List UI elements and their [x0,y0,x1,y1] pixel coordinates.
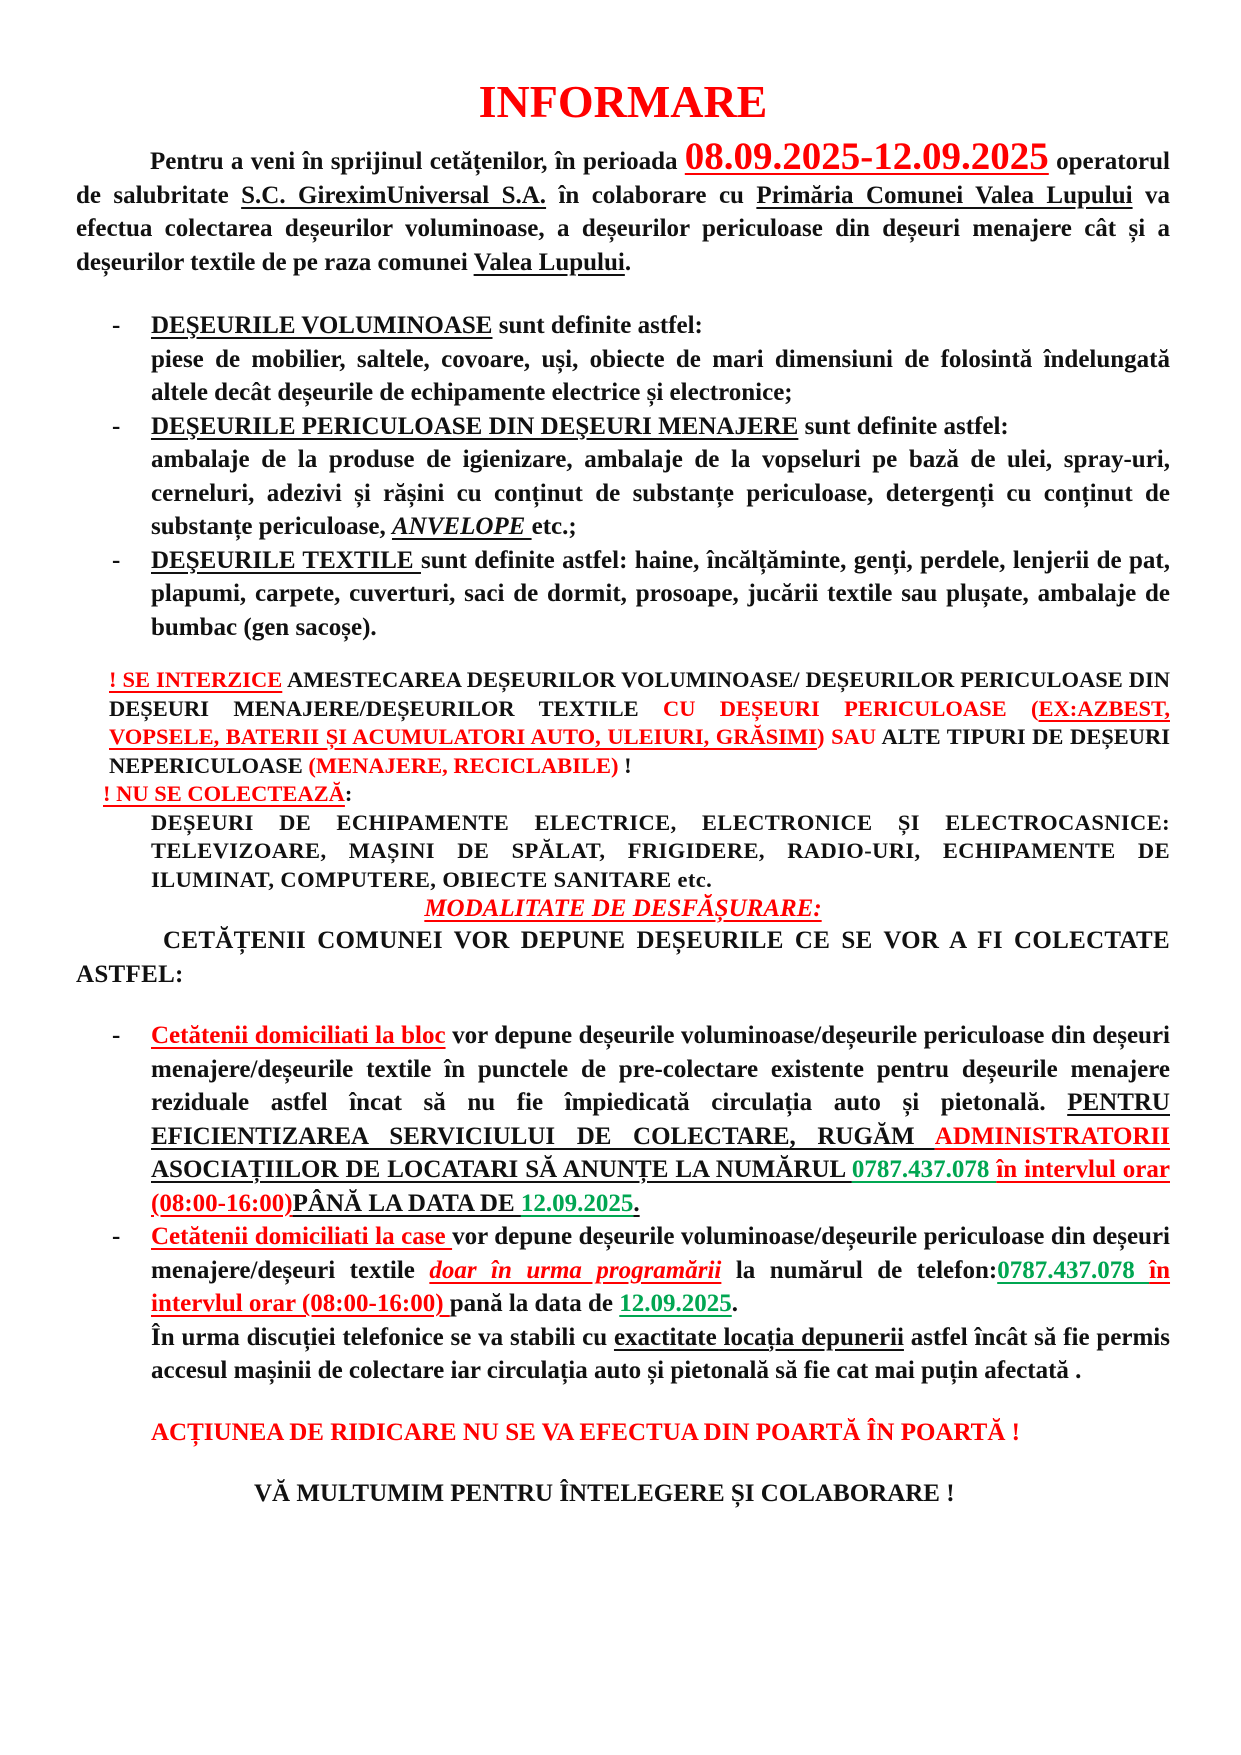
procedure-list [76,1019,1170,1388]
block-request-3: PÂNĂ LA DATA DE [292,1189,521,1217]
list-item-bulky [76,309,1170,410]
intro-text-4: va efectua colectarea deșeurilor voluminoase, a deșeurilor periculoase din deșeuri menajere cât și a deșeurilor textile de pe raza comunei [76,181,1170,276]
house-text-4: În urma discuției telefonice se va stabili cu [151,1323,614,1351]
house-residents-label: Cetătenii domiciliati la case [151,1223,453,1250]
dash-bullet: - [112,412,121,440]
prohibition-red-3: ) SAU [817,724,877,749]
dash-bullet: - [112,312,121,339]
partner-name: Primăria Comunei Valea Lupului [756,181,1133,209]
tires-label: ANVELOPE [391,513,532,540]
house-text-1: vor depune deșeurile voluminoase/deșeurile periculoase din deșeuri menajere/deșeuri textile [151,1223,1170,1284]
house-end: . [731,1290,739,1317]
deadline-date: 12.09.2025 [619,1290,732,1317]
intro-text-3: în colaborare cu [546,181,757,209]
prohibition-red-4: (MENAJERE, RECICLABILE) [308,752,619,778]
commune-name: Valea Lupului [473,248,625,276]
category-desc: piese de mobilier, saltele, covoare, uși, obiecte de mari dimensiuni de folosintă îndelungată altele decât deșeurile de echipamente electrice și electronice; [151,345,1170,406]
not-collected-block [76,780,1170,894]
notice-document [76,72,1170,1510]
prohibition-red-1: CU DEȘEURI PERICULOASE ( [662,695,1039,721]
dash-bullet: - [112,1022,121,1049]
dash-bullet: - [112,546,121,574]
prohibition-mark: ! SE INTERZICE [109,667,283,692]
not-collected-colon: : [344,781,353,806]
document-title: INFORMARE [478,76,768,127]
prohibition-text-3: ! [618,752,632,778]
location-exactness: exactitate locația depunerii [613,1323,904,1351]
category-name: DEŞEURILE VOLUMINOASE [151,312,493,339]
procedure-title: MODALITATE DE DESFĂȘURARE: [424,895,822,922]
list-item-block-residents [76,1019,1170,1220]
not-collected-heading [76,780,1170,809]
not-collected-mark: ! NU SE COLECTEAZĂ [103,781,345,806]
prohibition-text [76,666,1170,780]
block-request-1: PENTRU EFICIENTIZAREA SERVICIULUI DE COLECTARE, RUGĂM [151,1089,1170,1150]
house-text-3: pană la data de [449,1290,620,1317]
thanks-message: VĂ MULTUMIM PENTRU ÎNTELEGERE ȘI COLABORARE ! [254,1479,955,1507]
intro-text-1: Pentru a veni în sprijinul cetățenilor, în perioada [150,148,685,175]
prohibition-text-2: ALTE TIPURI DE DEȘEURI NEPERICULOASE [109,724,1170,778]
operator-name: S.C. GireximUniversal S.A. [241,181,547,209]
intro-text-2: operatorul de salubritate [76,148,1170,209]
category-def: sunt definite astfel: haine, încălțăminte, genți, perdele, lenjerii de pat, plapumi, carpete, cuverturi, saci de dormit, prosoape, jucării textile sau plușate, ambalaje de bumbac (gen sacoșe). [151,546,1171,641]
deadline-date: 12.09.2025 [520,1189,634,1217]
list-item-hazardous [76,410,1170,544]
category-list [76,309,1170,644]
intro-paragraph [76,135,1170,279]
date-range: 08.09.2025-12.09.2025 [684,135,1049,178]
prohibition-block [76,666,1170,780]
block-request-2: ASOCIAȚIILOR DE LOCATARI SĂ ANUNȚE LA NUMĂRUL [151,1156,852,1183]
administrators-label: ADMINISTRATORII [934,1122,1170,1150]
door-to-door-notice: ACȚIUNEA DE RIDICARE NU SE VA EFECTUA DIN POARTĂ ÎN POARTĂ ! [151,1418,1020,1446]
block-residents-label: Cetătenii domiciliati la bloc [151,1022,446,1049]
intro-text-5: . [624,248,632,276]
procedure-intro: CETĂȚENII COMUNEI VOR DEPUNE DEȘEURILE CE SE VOR A FI COLECTATE ASTFEL: [76,927,1170,988]
list-item-textile [76,544,1170,645]
category-def: sunt definite astfel: [492,312,703,339]
prohibition-text-1: AMESTECAREA DEȘEURILOR VOLUMINOASE/ DEȘEURILOR PERICULOASE DIN DEȘEURI MENAJERE/DEȘEURILOR TEXTILE [109,667,1170,721]
house-text-2: la numărul de telefon: [721,1256,998,1284]
category-name: DEŞEURILE TEXTILE [151,546,421,574]
phone-number: 0787.437.078 [997,1256,1150,1284]
list-item-house-residents [76,1220,1170,1388]
phone-number: 0787.437.078 [851,1156,997,1183]
prohibition-examples: EX:AZBEST, VOPSELE, BATERII ȘI ACUMULATORI AUTO, ULEIURI, GRĂSIMI [109,695,1170,749]
hours-interval: în intervlul orar (08:00-16:00) [151,1156,1170,1217]
category-def: sunt definite astfel: [798,412,1009,440]
category-name: DEŞEURILE PERICULOASE DIN DEŞEURI MENAJERE [151,412,799,440]
category-tail: etc.; [531,513,577,540]
not-collected-text: DEȘEURI DE ECHIPAMENTE ELECTRICE, ELECTRONICE ȘI ELECTROCASNICE: TELEVIZOARE, MAȘINI DE SPĂLAT, FRIGIDERE, RADIO-URI, ECHIPAMENTE DE ILUMINAT, COMPUTERE, OBIECTE SANITARE etc. [151,809,1170,892]
hours-interval: în intervlul orar (08:00-16:00) [151,1256,1171,1317]
block-end: . [633,1189,640,1217]
house-text-5: astfel încât să fie permis accesul mașinii de colectare iar circulația auto și pietonală să fie cat mai puțin afectată . [151,1323,1170,1384]
category-desc: ambalaje de la produse de igienizare, ambalaje de la vopseluri pe bază de ulei, spray-uri, cerneluri, adezivi și rășini cu conținut de substanțe periculoase, detergenți cu conținut de substanțe periculoase, [151,446,1170,540]
dash-bullet: - [112,1223,121,1250]
block-text-1: vor depune deșeurile voluminoase/deșeurile periculoase din deșeuri menajere/deșeurile textile în punctele de pre-colectare existente pentru deșeurile menajere reziduale astfel încat să nu fie împiedicată circulația auto și pietonală. [151,1022,1170,1116]
appointment-note: doar în urma programării [429,1256,722,1284]
